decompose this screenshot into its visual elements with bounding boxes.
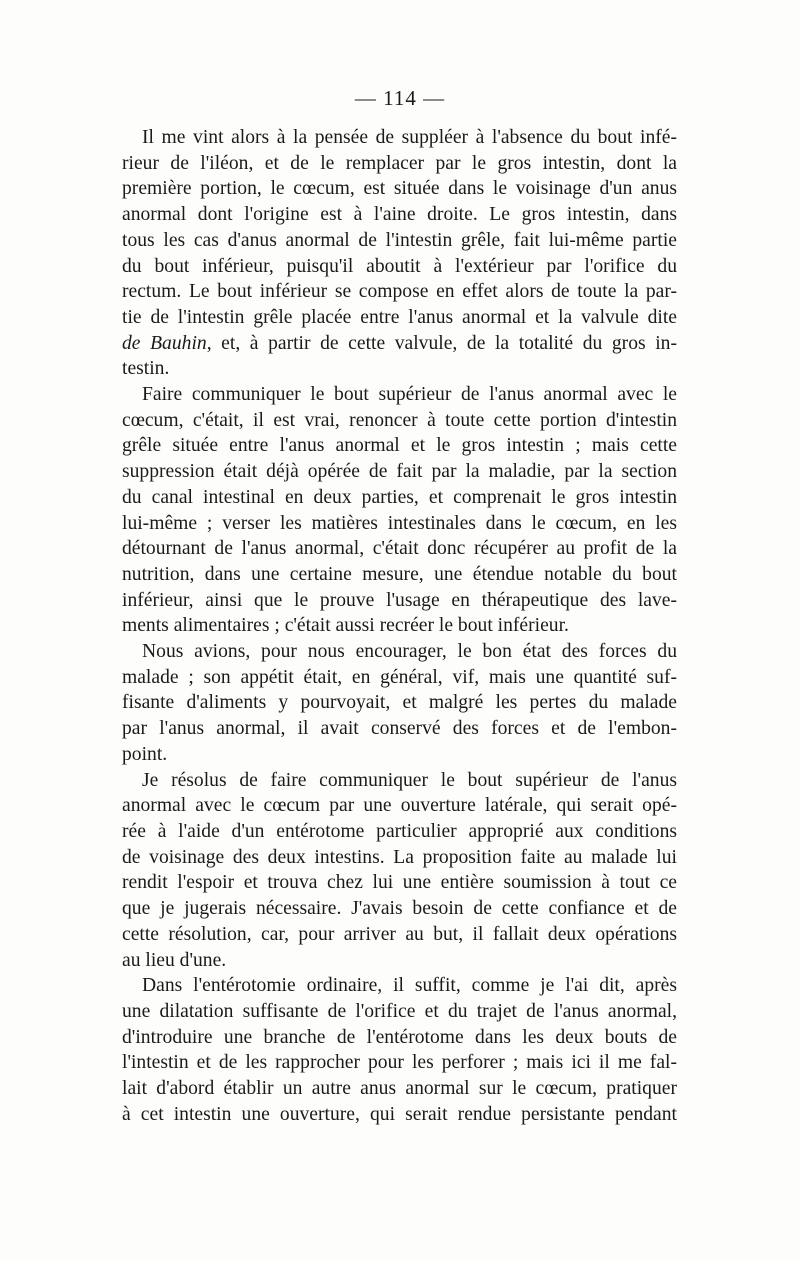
text-line: Je résolus de faire communiquer le bout supérieur de l'anus	[142, 769, 677, 791]
text-line: détournant de l'anus anormal, c'était donc récupérer au profit de la	[122, 538, 677, 560]
body-text	[122, 125, 677, 1127]
text-line: cœcum, c'était, il est vrai, renoncer à toute cette portion d'intestin	[122, 409, 677, 431]
text-line: tous les cas d'anus anormal de l'intestin grêle, fait lui-même partie	[122, 229, 677, 251]
text-line: au lieu d'une.	[122, 949, 227, 971]
text-line: cette résolution, car, pour arriver au but, il fallait deux opérations	[122, 923, 677, 945]
text-line: ments alimentaires ; c'était aussi recréer le bout inférieur.	[122, 615, 569, 637]
text-line: suppression était déjà opérée de fait par la maladie, par la section	[122, 461, 677, 483]
text-line: du canal intestinal en deux parties, et comprenait le gros intestin	[122, 486, 677, 508]
text-line: malade ; son appétit était, en général, vif, mais une quantité suf-	[122, 666, 677, 688]
text-line: l'intestin et de les rapprocher pour les perforer ; mais ici il me fal-	[122, 1052, 677, 1074]
text-line: à cet intestin une ouverture, qui serait rendue persistante pendant	[122, 1103, 677, 1125]
text-line: Faire communiquer le bout supérieur de l'anus anormal avec le	[142, 384, 677, 406]
text-line: de voisinage des deux intestins. La proposition faite au malade lui	[122, 846, 677, 868]
text-line: anormal dont l'origine est à l'aine droite. Le gros intestin, dans	[122, 204, 677, 226]
text-line: testin.	[122, 358, 170, 380]
text-line: point.	[122, 743, 168, 765]
text-line: une dilatation suffisante de l'orifice et du trajet de l'anus anormal,	[122, 1000, 677, 1022]
text-line: d'introduire une branche de l'entérotome dans les deux bouts de	[122, 1026, 677, 1048]
text-line: que je jugerais nécessaire. J'avais besoin de cette confiance et de	[122, 898, 677, 920]
text-line: anormal avec le cœcum par une ouverture latérale, qui serait opé-	[122, 795, 677, 817]
text-line: rieur de l'iléon, et de le remplacer par le gros intestin, dont la	[122, 152, 677, 174]
text-line: rendit l'espoir et trouva chez lui une entière soumission à tout ce	[122, 872, 677, 894]
text-line: de Bauhin, et, à partir de cette valvule, de la totalité du gros in-	[122, 332, 677, 354]
text-line: lait d'abord établir un autre anus anormal sur le cœcum, pratiquer	[122, 1078, 677, 1100]
text-line: fisante d'aliments y pourvoyait, et malgré les pertes du malade	[122, 692, 677, 714]
page-number: — 114 —	[354, 86, 446, 110]
text-line: première portion, le cœcum, est située dans le voisinage d'un anus	[122, 178, 677, 200]
text-line: rée à l'aide d'un entérotome particulier approprié aux conditions	[122, 820, 677, 842]
text-line: grêle située entre l'anus anormal et le gros intestin ; mais cette	[122, 435, 677, 457]
text-line: Il me vint alors à la pensée de suppléer à l'absence du bout infé-	[142, 127, 677, 148]
text-line: par l'anus anormal, il avait conservé des forces et de l'embon-	[122, 718, 677, 740]
text-line: lui-même ; verser les matières intestinales dans le cœcum, en les	[122, 512, 677, 534]
text-line: nutrition, dans une certaine mesure, une étendue notable du bout	[122, 563, 677, 585]
text-line: rectum. Le bout inférieur se compose en effet alors de toute la par-	[122, 281, 677, 303]
text-line: tie de l'intestin grêle placée entre l'anus anormal et la valvule dite	[122, 306, 677, 328]
text-line: du bout inférieur, puisqu'il aboutit à l'extérieur par l'orifice du	[122, 255, 677, 277]
text-line: inférieur, ainsi que le prouve l'usage en thérapeutique des lave-	[122, 589, 677, 611]
text-line: Dans l'entérotomie ordinaire, il suffit, comme je l'ai dit, après	[142, 975, 677, 997]
text-line: Nous avions, pour nous encourager, le bon état des forces du	[142, 641, 677, 663]
